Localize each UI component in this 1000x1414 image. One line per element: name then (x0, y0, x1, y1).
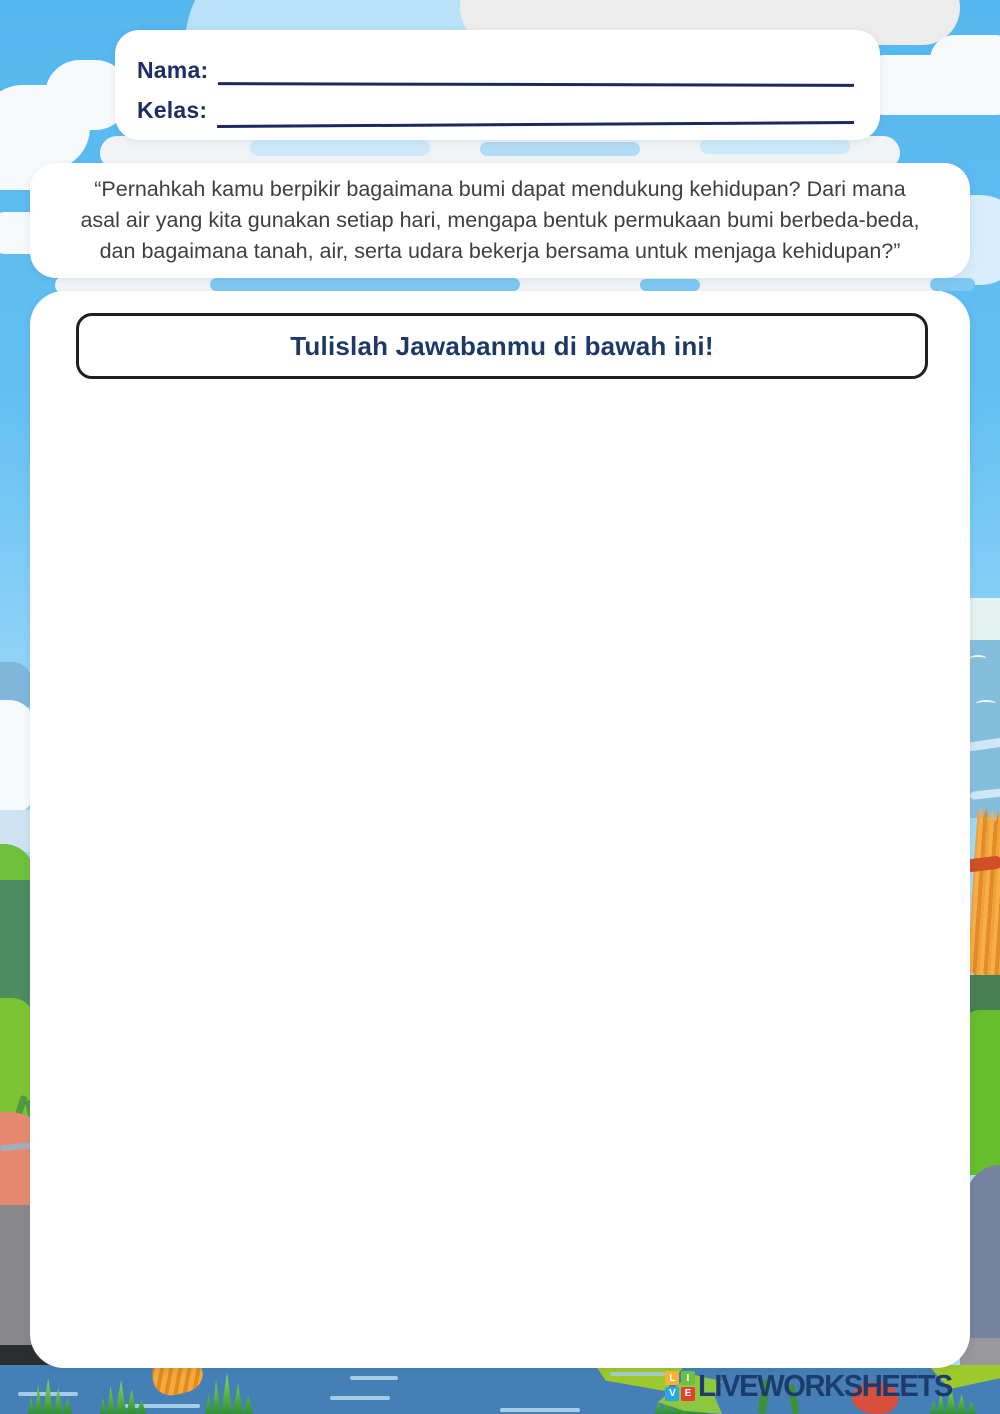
logo-tile-e: E (681, 1387, 695, 1401)
student-info-card (115, 30, 880, 140)
name-input[interactable] (218, 55, 854, 87)
water-ripple (500, 1408, 580, 1412)
logo-tiles (665, 1371, 695, 1401)
water-ripple (610, 1372, 665, 1376)
name-field-row (137, 48, 854, 86)
name-label: Nama: (137, 57, 209, 83)
sky-patch (250, 140, 430, 156)
logo-tile-i: I (681, 1371, 695, 1385)
class-label: Kelas: (137, 97, 208, 123)
water-ripple (350, 1376, 398, 1380)
logo-tile-v: V (665, 1387, 679, 1401)
cloud (930, 35, 1000, 85)
liveworksheets-logo[interactable] (665, 1368, 968, 1404)
water-ripple (125, 1404, 200, 1408)
answer-writing-area[interactable] (76, 385, 924, 1325)
bird-icon (970, 655, 986, 662)
logo-tile-l: L (665, 1371, 679, 1385)
bird-icon (976, 700, 996, 707)
class-input[interactable] (217, 94, 854, 128)
intro-quote-text: “Pernahkah kamu berpikir bagaimana bumi dapat mendukung kehidupan? Dari mana asal air yang kita gunakan setiap hari, mengapa bentuk permukaan bumi berbeda-beda, dan bagaimana tanah, air, serta udara bekerja bersama untuk menjaga kehidupan?” (80, 177, 920, 263)
answer-title-text: Tulislah Jawabanmu di bawah ini! (290, 330, 714, 361)
answer-title-box (76, 313, 928, 379)
slate-figure (966, 1165, 1000, 1345)
sky-patch (640, 279, 700, 291)
water-ripple (330, 1396, 390, 1400)
class-field-row (137, 88, 854, 126)
intro-quote-card (30, 163, 970, 278)
logo-wordmark: LIVEWORKSHEETS (697, 1368, 952, 1403)
answer-card (30, 291, 970, 1368)
sky-patch (930, 278, 975, 291)
sky-patch (480, 142, 640, 156)
sky-patch (700, 139, 850, 154)
sky-patch (210, 278, 520, 291)
